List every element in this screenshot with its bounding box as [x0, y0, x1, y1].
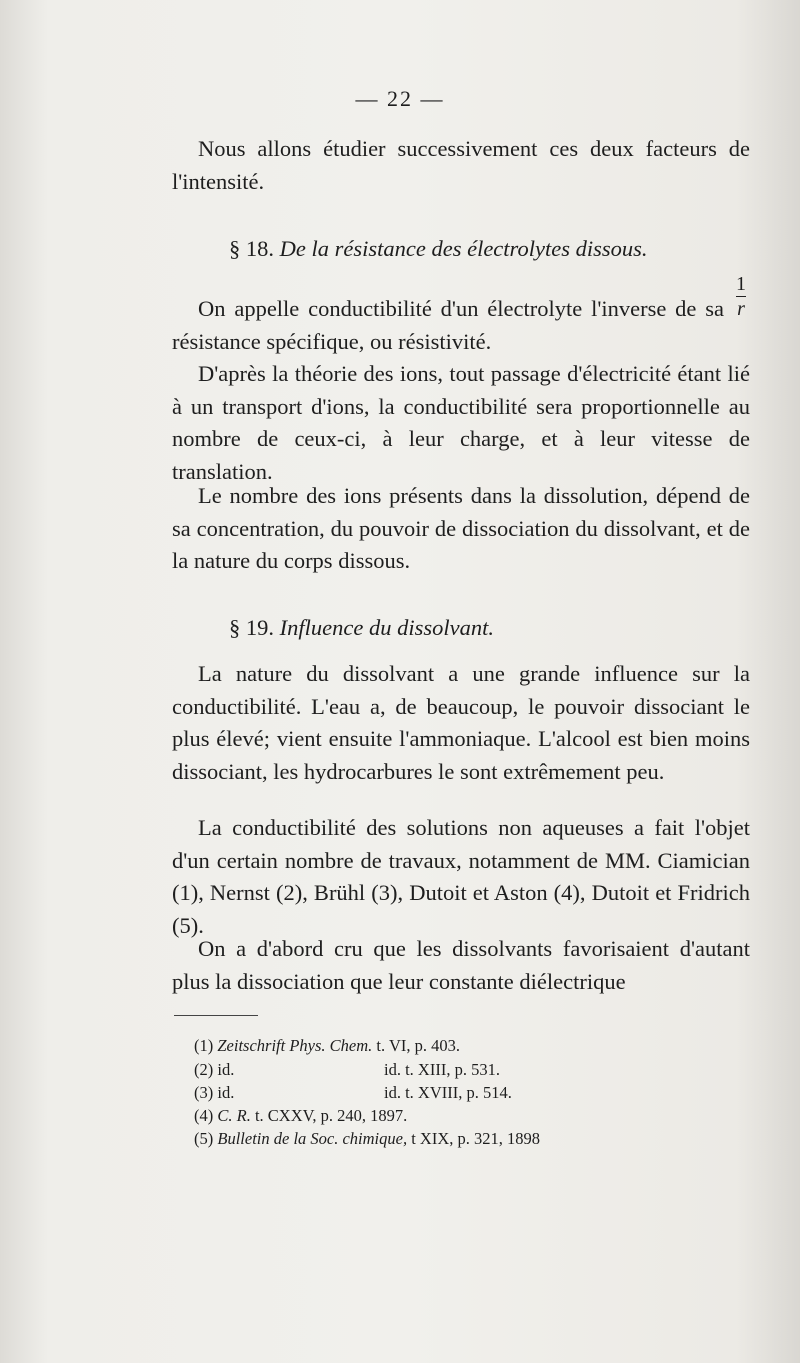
footnote-source: C. R.	[217, 1106, 251, 1125]
footnote-ref: id. t. XIII, p. 531.	[384, 1060, 500, 1079]
fraction-one-over-r	[731, 274, 751, 319]
footnote-ref: t XIX, p. 321, 1898	[411, 1129, 540, 1148]
footnote-source: id.	[217, 1083, 235, 1102]
footnote-ref: id. t. XVIII, p. 514.	[384, 1083, 512, 1102]
paragraph-nature-dissolvant: La nature du dissolvant a une grande influence sur la conductibilité. L'eau a, de beaucoup, le pouvoir dissociant le plus élevé; vient ensuite l'ammoniaque. L'alcool est bien moins dissociant, les hydrocarbures le sont extrêmement peu.	[172, 661, 750, 784]
footnote-mark: (3)	[194, 1083, 214, 1102]
footnote-ref: t. VI, p. 403.	[376, 1036, 460, 1055]
footnote-mark: (5)	[194, 1129, 214, 1148]
fraction-bar	[736, 296, 746, 297]
fraction-denominator: r	[737, 298, 745, 320]
paragraph-conductibilite: On appelle conductibilité d'un électrolyte l'inverse de sa résistance spécifique, ou résistivité.	[172, 296, 724, 354]
footnote-ref: t. CXXV, p. 240, 1897.	[254, 1106, 408, 1125]
footnote-mark: (4)	[194, 1106, 214, 1125]
fraction-numerator: 1	[736, 273, 746, 295]
section-18-heading	[229, 236, 647, 262]
footnote-3	[194, 1083, 512, 1103]
paragraph-nombre-ions: Le nombre des ions présents dans la dissolution, dépend de sa concentration, du pouvoir de dissociation du dissolvant, et de la nature du corps dissous.	[172, 483, 750, 573]
footnote-4	[194, 1106, 407, 1126]
footnote-mark: (1)	[194, 1036, 214, 1055]
intro-paragraph: Nous allons étudier successivement ces deux facteurs de l'intensité.	[172, 136, 750, 194]
page-number: — 22 —	[355, 86, 445, 111]
footnote-1	[194, 1036, 460, 1056]
section-18-number: § 18.	[229, 236, 274, 261]
paragraph-theorie-ions: D'après la théorie des ions, tout passage d'électricité étant lié à un transport d'ions, la conductibilité sera proportionnelle au nombre de ceux-ci, à leur charge, et à leur vitesse de translation.	[172, 361, 750, 484]
paragraph-constante-dielectrique: On a d'abord cru que les dissolvants favorisaient d'autant plus la dissociation que leur constante diélectrique	[172, 936, 750, 994]
section-19-heading	[229, 615, 494, 641]
footnote-rule	[174, 1015, 258, 1016]
footnote-2	[194, 1060, 500, 1080]
section-19-number: § 19.	[229, 615, 274, 640]
footnote-source: id.	[217, 1060, 235, 1079]
footnote-mark: (2)	[194, 1060, 214, 1079]
footnote-source: Zeitschrift Phys. Chem.	[217, 1036, 373, 1055]
footnote-5	[194, 1129, 540, 1149]
section-18-title: De la résistance des électrolytes dissous.	[279, 236, 648, 261]
paragraph-solutions-non-aqueuses: La conductibilité des solutions non aqueuses a fait l'objet d'un certain nombre de travaux, notamment de MM. Ciamician (1), Nernst (2), Brühl (3), Dutoit et Aston (4), Dutoit et Fridrich (5).	[172, 815, 750, 938]
section-19-title: Influence du dissolvant.	[279, 615, 494, 640]
footnote-source: Bulletin de la Soc. chimique,	[217, 1129, 408, 1148]
